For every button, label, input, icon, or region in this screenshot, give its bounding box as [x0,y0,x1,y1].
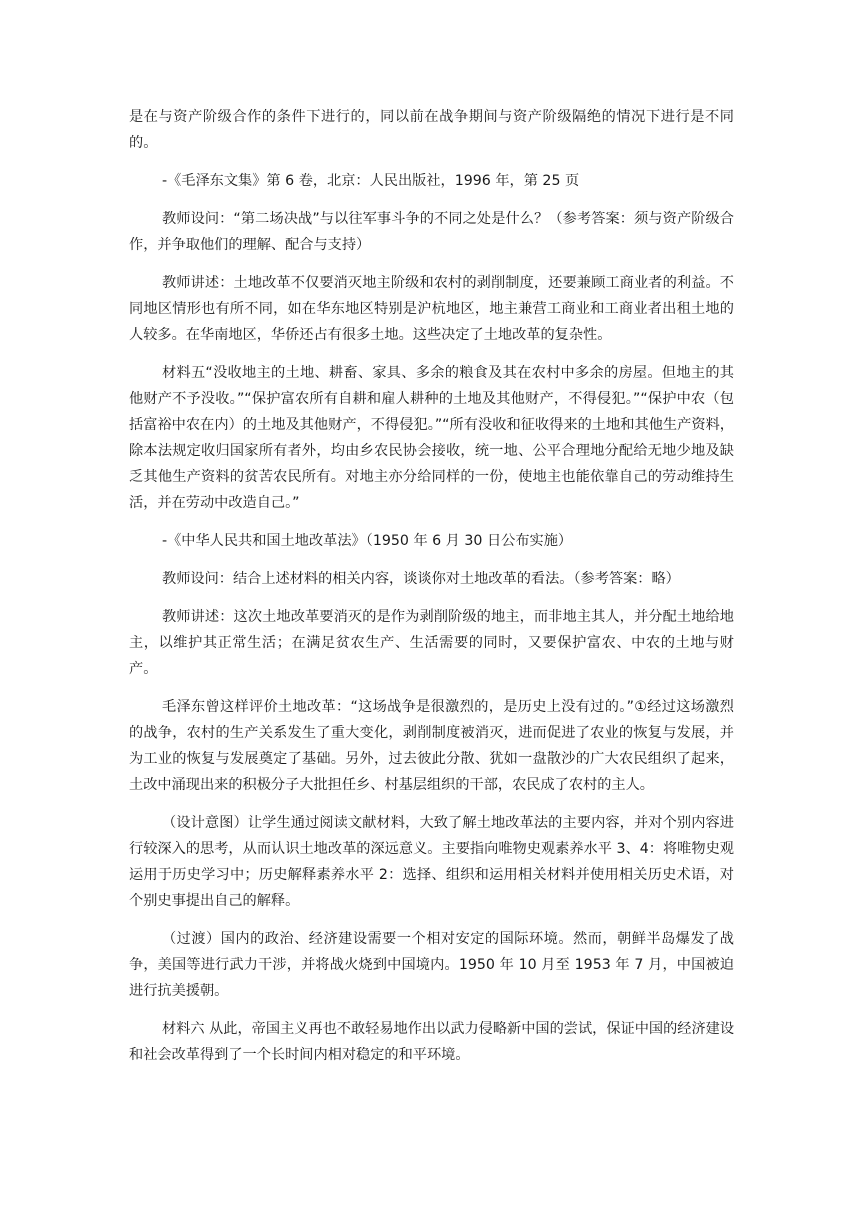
teacher-question-2: 教师设问：结合上述材料的相关内容，谈谈你对土地改革的看法。（参考答案：略） [162,571,680,587]
material-five: 材料五“没收地主的土地、耕畜、家具、多余的粮食及其在农村中多余的房屋。但地主的其他财产不予没收。”“保护富农所有自耕和雇人耕种的土地及其他财产，不得侵犯。”“保护中农（包括富裕中农在内）的土地及其他财产，不得侵犯。”“所有没收和征收得来的土地和其他生产资料，除本法规定收归国家所有者外，均由乡农民协会接收，统一地、公平合理地分配给无地少地及缺乏其他生产资料的贫苦农民所有。对地主亦分给同样的一份，使地主也能依靠自己的劳动维持生活，并在劳动中改造自己。” [129,365,734,511]
citation-land-reform-law: -《中华人民共和国土地改革法》（1950 年 6 月 30 日公布实施） [162,533,573,549]
mao-evaluation-paragraph: 毛泽东曾这样评价土地改革：“这场战争是很激烈的，是历史上没有过的。”①经过这场激烈的战争，农村的生产关系发生了重大变化，剥削制度被消灭，进而促进了农业的恢复与发展，并为工业的恢复与发展奠定了基础。另外，过去彼此分散、犹如一盘散沙的广大农民组织了起来，土改中涌现出来的积极分子大批担任乡、村基层组织的干部，农民成了农村的主人。 [129,699,734,793]
teacher-lecture-2: 教师讲述：这次土地改革要消灭的是作为剥削阶级的地主，而非地主其人，并分配土地给地主，以维护其正常生活；在满足贫农生产、生活需要的同时，又要保护富农、中农的土地与财产。 [129,609,734,677]
citation-mao-collected-works: -《毛泽东文集》第 6 卷，北京：人民出版社，1996 年，第 25 页 [162,173,580,189]
transition-paragraph: （过渡）国内的政治、经济建设需要一个相对安定的国际环境。然而，朝鲜半岛爆发了战争，美国等进行武力干涉，并将战火烧到中国境内。1950 年 10 月至 1953 年 7 月，中国被迫进行抗美援朝。 [129,931,734,999]
material-six: 材料六 从此，帝国主义再也不敢轻易地作出以武力侵略新中国的尝试，保证中国的经济建设和社会改革得到了一个长时间内相对稳定的和平环境。 [129,1021,735,1063]
teacher-lecture-1: 教师讲述：土地改革不仅要消灭地主阶级和农村的剥削制度，还要兼顾工商业者的利益。不同地区情形也有所不同，如在华东地区特别是沪杭地区，地主兼营工商业和工商业者出租土地的人较多。在华南地区，华侨还占有很多土地。这些决定了土地改革的复杂性。 [129,275,734,343]
document-body [129,104,734,1080]
teacher-question-1: 教师设问：“第二场决战”与以往军事斗争的不同之处是什么？（参考答案：须与资产阶级合作，并争取他们的理解、配合与支持） [129,211,734,253]
design-intent-paragraph: （设计意图）让学生通过阅读文献材料，大致了解土地改革法的主要内容，并对个别内容进行较深入的思考，从而认识土地改革的深远意义。主要指向唯物史观素养水平 3、4：将唯物史观运用于历史学习中；历史解释素养水平 2：选择、组织和运用相关材料并使用相关历史术语，对个别史事提出自己的解释。 [129,815,734,909]
paragraph-continuation: 是在与资产阶级合作的条件下进行的，同以前在战争期间与资产阶级隔绝的情况下进行是不同的。 [129,109,734,151]
